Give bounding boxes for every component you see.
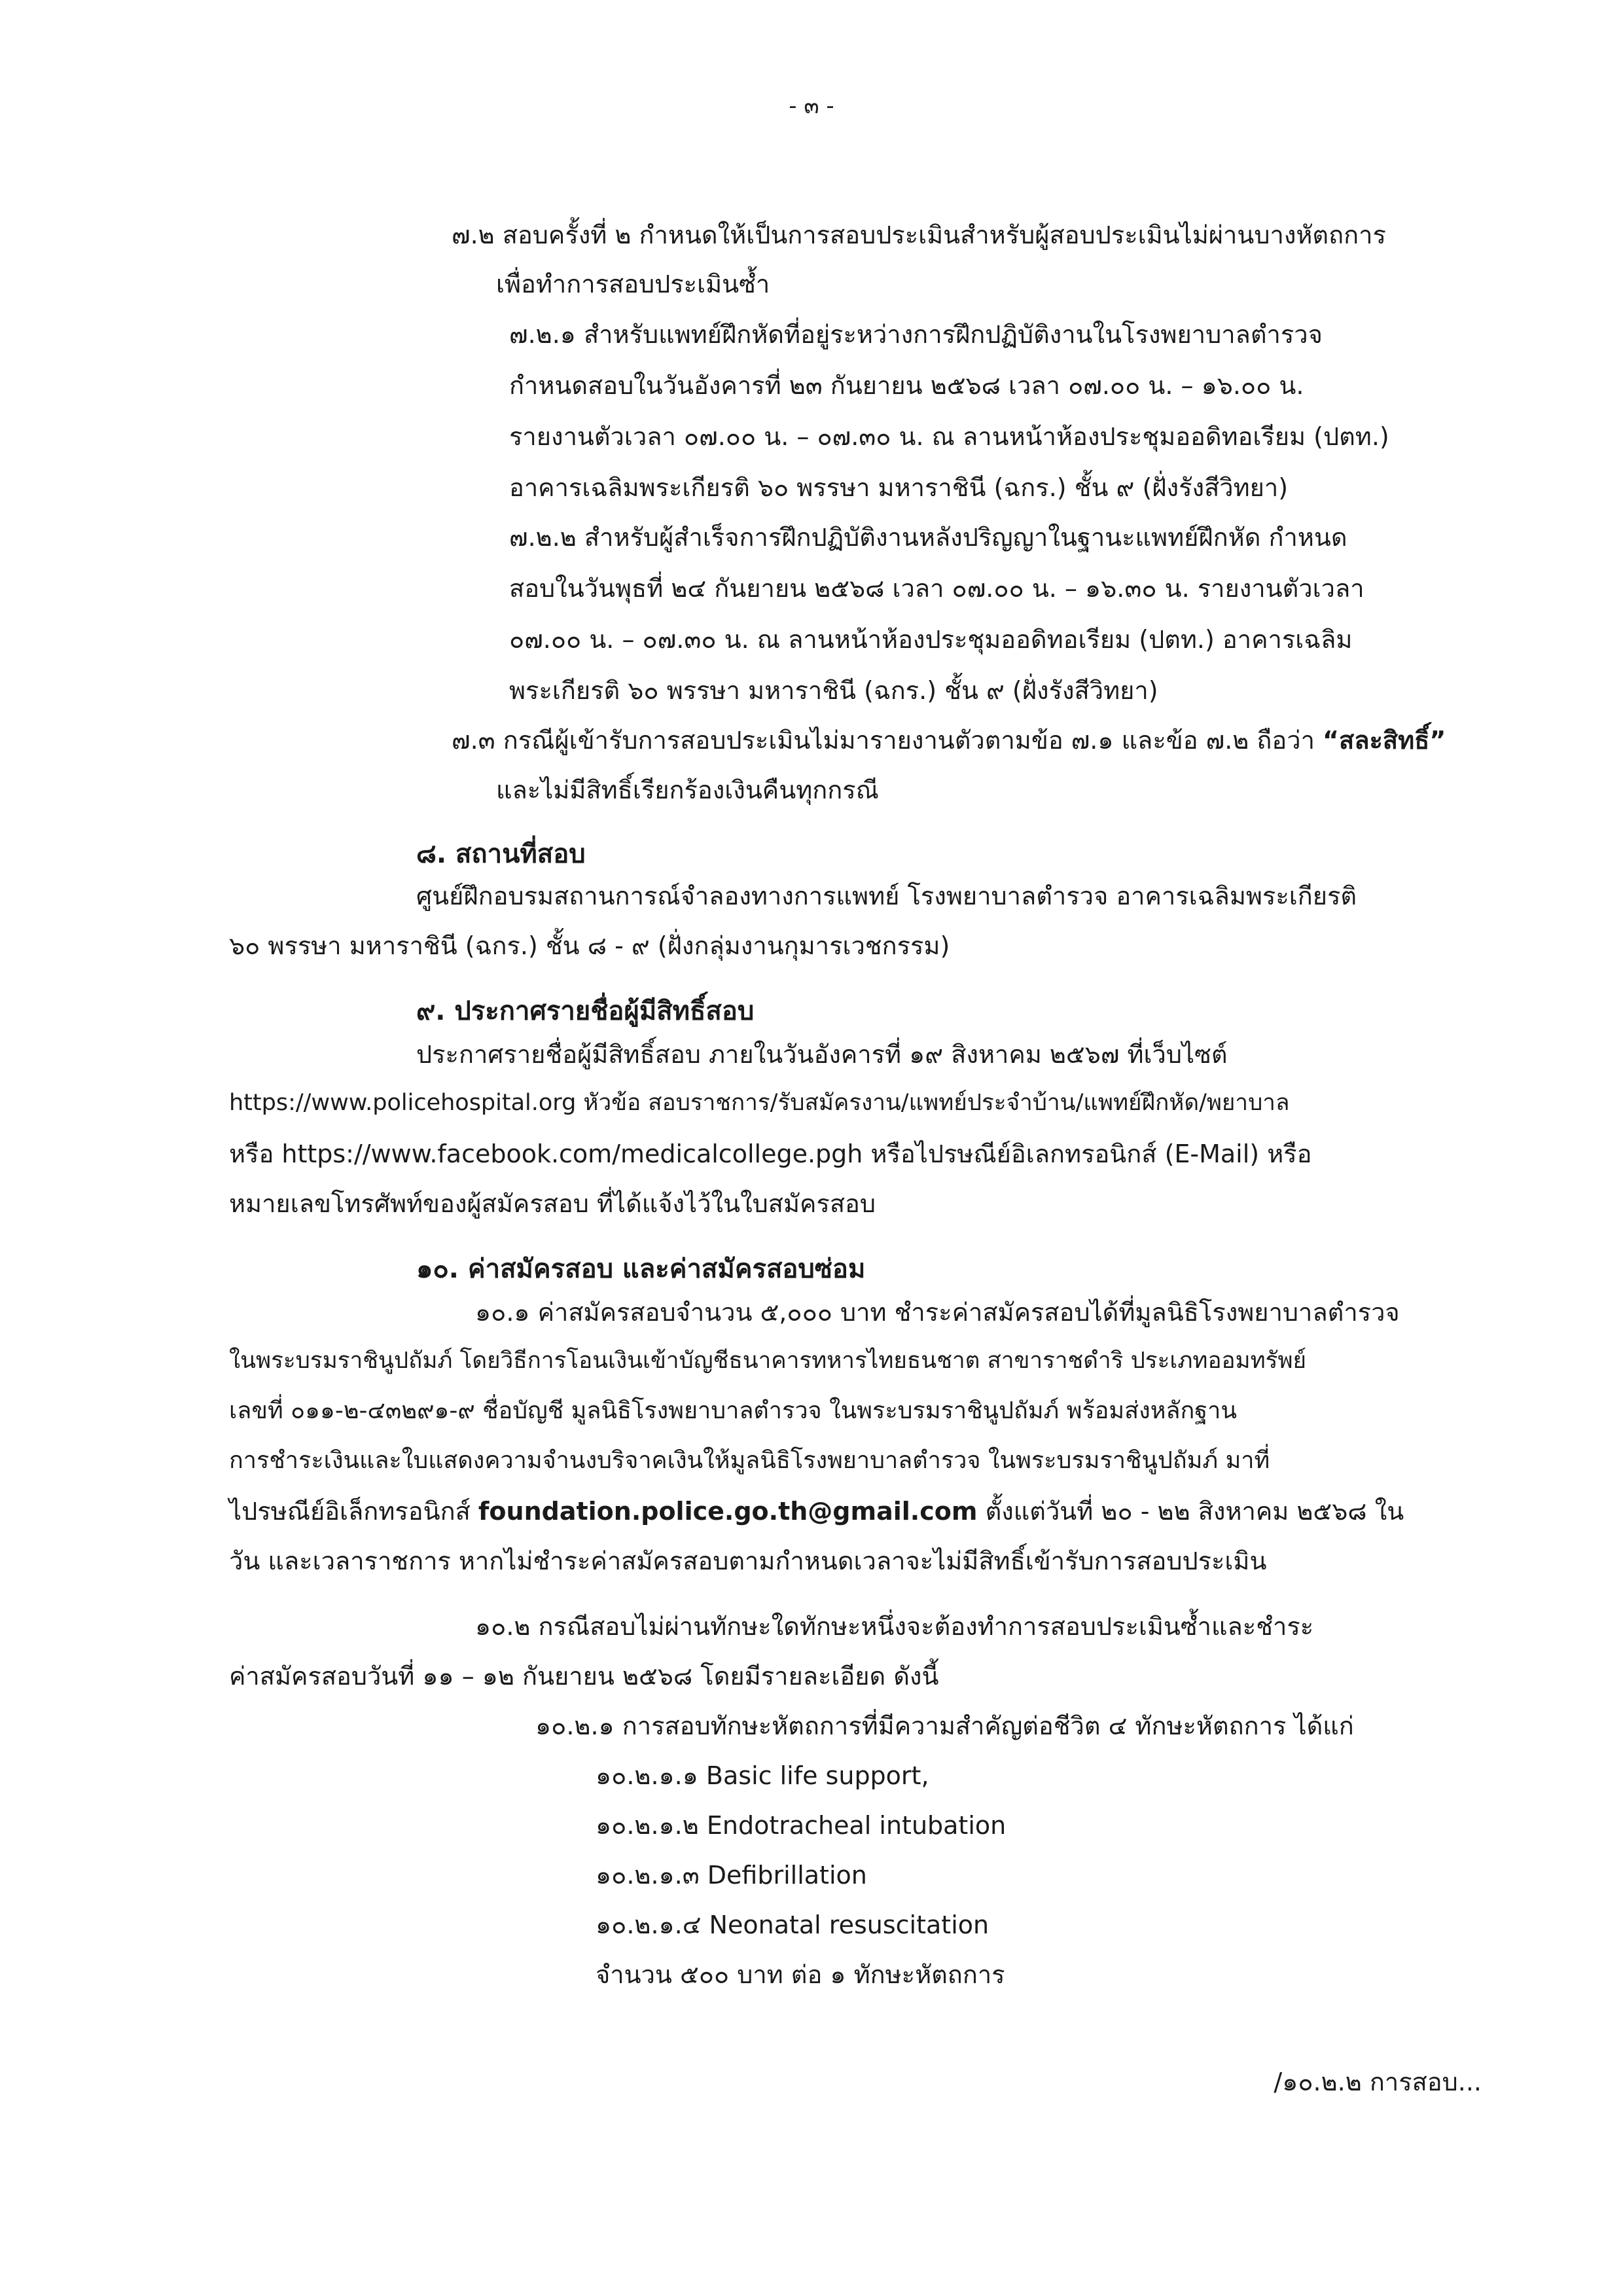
continuation-footer: /๑๐.๒.๒ การสอบ... xyxy=(1274,2068,1482,2096)
section-7-2-2-line-2: สอบในวันพุธที่ ๒๔ กันยายน ๒๕๖๘ เวลา ๐๗.๐๐ น. – ๑๖.๓๐ น. รายงานตัวเวลา xyxy=(509,574,1364,603)
section-7-3-text: ๗.๓ กรณีผู้เข้ารับการสอบประเมินไม่มารายงานตัวตามข้อ ๗.๑ และข้อ ๗.๒ ถือว่า xyxy=(452,726,1315,755)
foundation-email: foundation.police.go.th@gmail.com xyxy=(478,1497,978,1526)
section-7-2-1-line-3: รายงานตัวเวลา ๐๗.๐๐ น. – ๐๗.๓๐ น. ณ ลานหน้าห้องประชุมออดิทอเรียม (ปตท.) xyxy=(509,422,1389,451)
email-suffix-text: ตั้งแต่วันที่ ๒๐ - ๒๒ สิงหาคม ๒๕๖๘ ใน xyxy=(985,1497,1404,1526)
section-7-2-2-line-3: ๐๗.๐๐ น. – ๐๗.๓๐ น. ณ ลานหน้าห้องประชุมออดิทอเรียม (ปตท.) อาคารเฉลิม xyxy=(509,625,1353,654)
procedure-item: ๑๐.๒.๑.๔ Neonatal resuscitation xyxy=(596,1910,990,1939)
procedure-item: ๑๐.๒.๑.๒ Endotracheal intubation xyxy=(596,1811,1007,1840)
procedure-item: ๑๐.๒.๑.๓ Defibrillation xyxy=(596,1861,867,1890)
email-prefix-text: ไปรษณีย์อิเล็กทรอนิกส์ xyxy=(229,1497,471,1526)
section-8-line-1: ศูนย์ฝึกอบรมสถานการณ์จำลองทางการแพทย์ โรงพยาบาลตำรวจ อาคารเฉลิมพระเกียรติ xyxy=(416,882,1357,910)
section-9-line-1: ประกาศรายชื่อผู้มีสิทธิ์สอบ ภายในวันอังคารที่ ๑๙ สิงหาคม ๒๕๖๗ ที่เว็บไซต์ xyxy=(416,1040,1228,1069)
section-7-2-1-line-1: ๗.๒.๑ สำหรับแพทย์ฝึกหัดที่อยู่ระหว่างการฝึกปฏิบัติงานในโรงพยาบาลตำรวจ xyxy=(509,320,1323,349)
section-7-3-line-1 xyxy=(452,728,1446,753)
section-10-1-line-4: การชำระเงินและใบแสดงความจำนงบริจาคเงินให้มูลนิธิโรงพยาบาลตำรวจ ในพระบรมราชินูปถัมภ์ มาที่ xyxy=(229,1447,1270,1474)
section-9-line-3: หรือ https://www.facebook.com/medicalcollege.pgh หรือไปรษณีย์อิเลกทรอนิกส์ (E-Mail) หรือ xyxy=(229,1139,1312,1168)
section-10-2-line-2: ค่าสมัครสอบวันที่ ๑๑ – ๑๒ กันยายน ๒๕๖๘ โดยมีรายละเอียด ดังนี้ xyxy=(229,1662,939,1691)
section-7-3-line-2: และไม่มีสิทธิ์เรียกร้องเงินคืนทุกกรณี xyxy=(496,776,879,804)
section-8-heading: ๘. สถานที่สอบ xyxy=(416,839,586,869)
section-10-heading: ๑๐. ค่าสมัครสอบ และค่าสมัครสอบซ่อม xyxy=(416,1254,866,1284)
section-7-2-2-line-4: พระเกียรติ ๖๐ พรรษา มหาราชินี (ฉกร.) ชั้น ๙ (ฝั่งรังสีวิทยา) xyxy=(509,676,1158,705)
section-7-2-2-line-1: ๗.๒.๒ สำหรับผู้สำเร็จการฝึกปฏิบัติงานหลังปริญญาในฐานะแพทย์ฝึกหัด กำหนด xyxy=(509,523,1347,552)
section-10-1-line-1: ๑๐.๑ ค่าสมัครสอบจำนวน ๕,๐๐๐ บาท ชำระค่าสมัครสอบได้ที่มูลนิธิโรงพยาบาลตำรวจ xyxy=(475,1298,1400,1327)
forfeit-emphasis: “สละสิทธิ์” xyxy=(1323,726,1446,755)
procedure-item: ๑๐.๒.๑.๑ Basic life support, xyxy=(596,1761,929,1790)
section-10-1-line-6: วัน และเวลาราชการ หากไม่ชำระค่าสมัครสอบตามกำหนดเวลาจะไม่มีสิทธิ์เข้ารับการสอบประเมิน xyxy=(229,1547,1267,1575)
section-7-2-line-2: เพื่อทำการสอบประเมินซ้ำ xyxy=(496,270,770,298)
section-7-2-line-1: ๗.๒ สอบครั้งที่ ๒ กำหนดให้เป็นการสอบประเมินสำหรับผู้สอบประเมินไม่ผ่านบางหัตถการ xyxy=(452,221,1386,249)
section-9-line-4: หมายเลขโทรศัพท์ของผู้สมัครสอบ ที่ได้แจ้งไว้ในใบสมัครสอบ xyxy=(229,1189,876,1218)
section-9-heading: ๙. ประกาศรายชื่อผู้มีสิทธิ์สอบ xyxy=(416,996,755,1026)
section-9-line-2: https://www.policehospital.org หัวข้อ สอบราชการ/รับสมัครงาน/แพทย์ประจำบ้าน/แพทย์ฝึกหัด/พยาบาล xyxy=(229,1090,1290,1116)
section-10-1-line-3: เลขที่ ๐๑๑-๒-๔๓๒๙๑-๙ ชื่อบัญชี มูลนิธิโรงพยาบาลตำรวจ ในพระบรมราชินูปถัมภ์ พร้อมส่งหลักฐาน xyxy=(229,1397,1237,1424)
section-10-1-line-5 xyxy=(229,1499,1404,1524)
section-7-2-1-line-4: อาคารเฉลิมพระเกียรติ ๖๐ พรรษา มหาราชินี (ฉกร.) ชั้น ๙ (ฝั่งรังสีวิทยา) xyxy=(509,473,1289,502)
section-10-2-1-line: ๑๐.๒.๑ การสอบทักษะหัตถการที่มีความสำคัญต่อชีวิต ๔ ทักษะหัตถการ ได้แก่ xyxy=(535,1712,1354,1740)
procedure-fee: จำนวน ๕๐๐ บาท ต่อ ๑ ทักษะหัตถการ xyxy=(596,1960,1005,1989)
section-10-2-line-1: ๑๐.๒ กรณีสอบไม่ผ่านทักษะใดทักษะหนึ่งจะต้องทำการสอบประเมินซ้ำและชำระ xyxy=(475,1612,1314,1641)
section-7-2-1-line-2: กำหนดสอบในวันอังคารที่ ๒๓ กันยายน ๒๕๖๘ เวลา ๐๗.๐๐ น. – ๑๖.๐๐ น. xyxy=(509,371,1304,400)
section-8-line-2: ๖๐ พรรษา มหาราชินี (ฉกร.) ชั้น ๘ - ๙ (ฝั่งกลุ่มงานกุมารเวชกรรม) xyxy=(229,931,950,960)
section-10-1-line-2: ในพระบรมราชินูปถัมภ์ โดยวิธีการโอนเงินเข้าบัญชีธนาคารทหารไทยธนชาต สาขาราชดำริ ประเภทออมทรัพย์ xyxy=(229,1348,1307,1374)
page-number: - ๓ - xyxy=(789,93,834,119)
